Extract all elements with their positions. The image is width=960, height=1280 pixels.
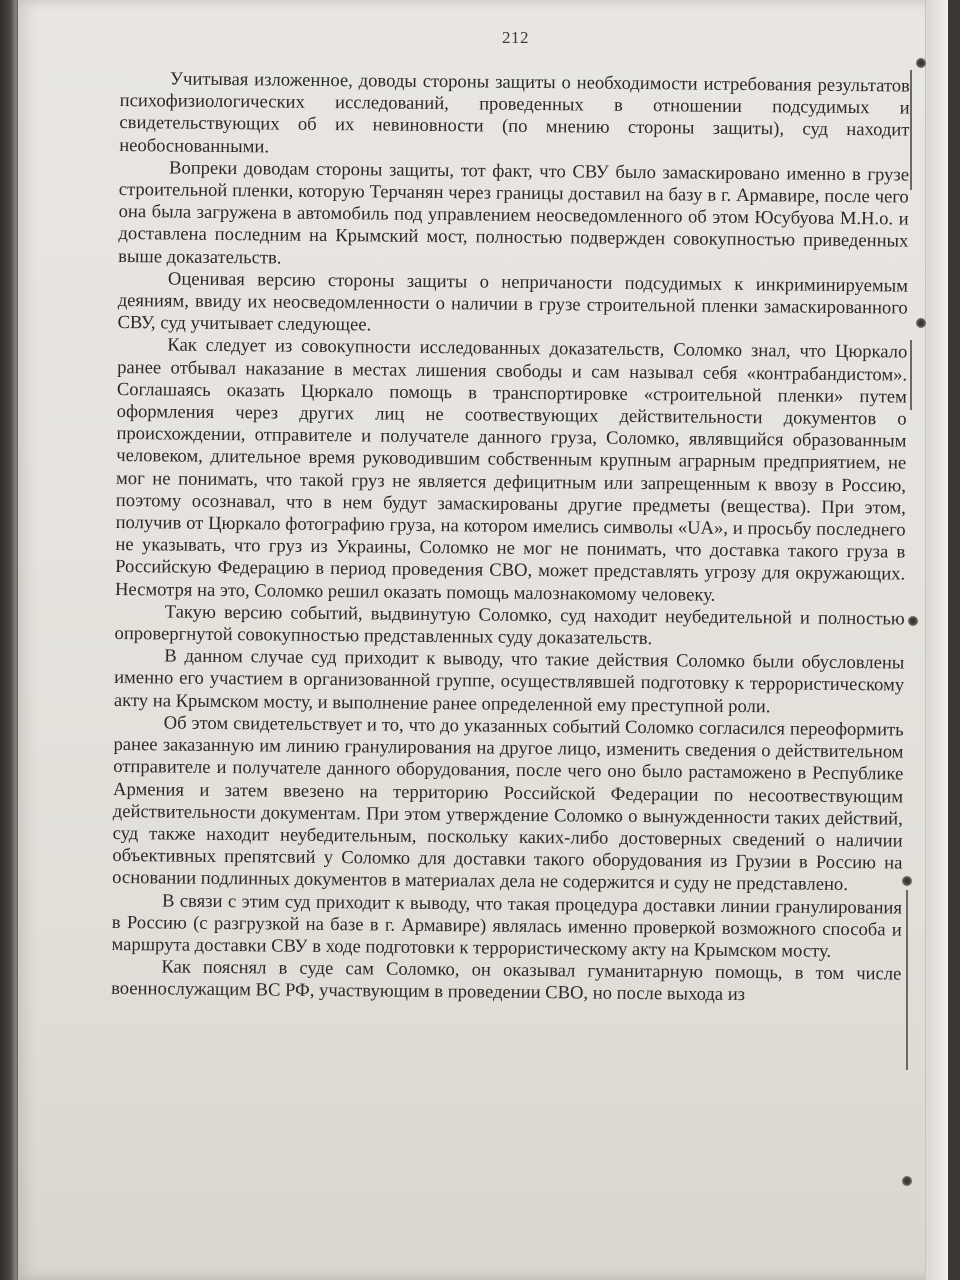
binding-hole: [902, 876, 912, 886]
page-number: 212: [502, 28, 529, 47]
margin-line: [910, 70, 912, 190]
binding-hole: [902, 1176, 912, 1186]
paragraph: Такую версию событий, выдвинутую Соломко, суд находит неубедительной и полностью опровергнутой совокупностью представленных суду доказательств.: [114, 601, 905, 650]
paragraph: Как следует из совокупности исследованных доказательств, Соломко знал, что Цюркало ранее отбывал наказание в местах лишения свободы и сам называл себя «контрабандистом». Соглашаясь оказать Цюркало помощь в транспортировке «строительной пленки» путем оформления через других лиц не соотвествующих действительности документов о происхождении, отправителе и получателе данного груза, Соломко, являвщийся образованным человеком, длительное время руководившим собственным крупным аграрным предприятием, не мог не понимать, что такой груз не является дефицитным или запрещенным к ввозу в Россию, поэтому осознавал, что в нем будут замаскированы другие предметы (вещества). При этом, получив от Цюркало фотографию груза, на котором имелись символы «UA», и просьбу последнего не указывать, что груз из Украины, Соломко не мог не понимать, что доставка такого груза в Российскую Федерацию в период проведения СВО, может представлять угрозу для окружающих. Несмотря на это, Соломко решил оказать помощь малознакомому человеку.: [114, 334, 908, 606]
document-body: [111, 68, 910, 1008]
paragraph: Учитывая изложенное, доводы стороны защиты о необходимости истребования результатов психофизиологических исследований, проведенных в отношении подсудимых и свидетельствующих об их невиновности (по мнению стороны защиты), суд находит необоснованными.: [119, 68, 910, 158]
binding-hole: [916, 318, 926, 328]
paragraph: Оценивая версию стороны защиты о непричаности подсудимых к инкриминируемым деяниям, ввиду их неосведомленности о наличии в грузе строительной пленки замаскированного СВУ, суд учитывает следующее.: [117, 268, 909, 336]
document-page: [18, 0, 948, 1280]
paragraph: Вопреки доводам стороны защиты, тот факт, что СВУ было замаскировано именно в грузе строительной пленки, которую Терчанян через границы доставил на базу в г. Армавире, после чего она была загружена в автомобиль под управлением неосведомленного об этом Юсубуова М.Н.о. и доставлена последним на Крымский мост, полностью подвержден совокупностью приведенных выше доказательств.: [118, 157, 910, 269]
binding-hole: [916, 58, 926, 68]
margin-line: [910, 340, 912, 410]
paragraph: Об этом свидетельствует и то, что до указанных событий Соломко согласился переоформить ранее заказанную им линию гранулирования на другое лицо, изменить сведения о действительном отправителе и получателе данного оборудования, после чего оно было растаможено в Республике Армения и затем ввезено на территорию Российской Федерации по несоотвествующим действительности документам. При этом утверждение Соломко о вынужденности таких действий, суд также находит неубедительным, поскольку каких-либо достоверных сведений о наличии объективных препятсвий у Соломко для доставки такого оборудования из Грузии в Россию на основании подлинных документов в материалах дела не содержится и суду не представлено.: [112, 712, 904, 896]
binding-hole: [908, 616, 918, 626]
paragraph: Как пояснял в суде сам Соломко, он оказывал гуманитарную помощь, в том числе военнослужащим ВС РФ, участвующим в проведении СВО, но после выхода из: [111, 956, 902, 1006]
paragraph: В данном случае суд приходит к выводу, что такие действия Соломко были обусловлены именно его участием в организованной группе, осуществлявшей подготовку к террористическому акту на Крымском мосту, и выполнение ранее определенной ему преступной роли.: [113, 645, 905, 717]
page-edge: [925, 0, 948, 1280]
margin-line: [906, 890, 908, 1070]
paragraph: В связи с этим суд приходит к выводу, что такая процедура доставки линии гранулирования в Россию (с разгрузкой на базе в г. Армавире) являлась именно проверкой возможного способа и маршрута доставки СВУ в ходе подготовки к террористическому акту на Крымском мосту.: [111, 889, 903, 962]
